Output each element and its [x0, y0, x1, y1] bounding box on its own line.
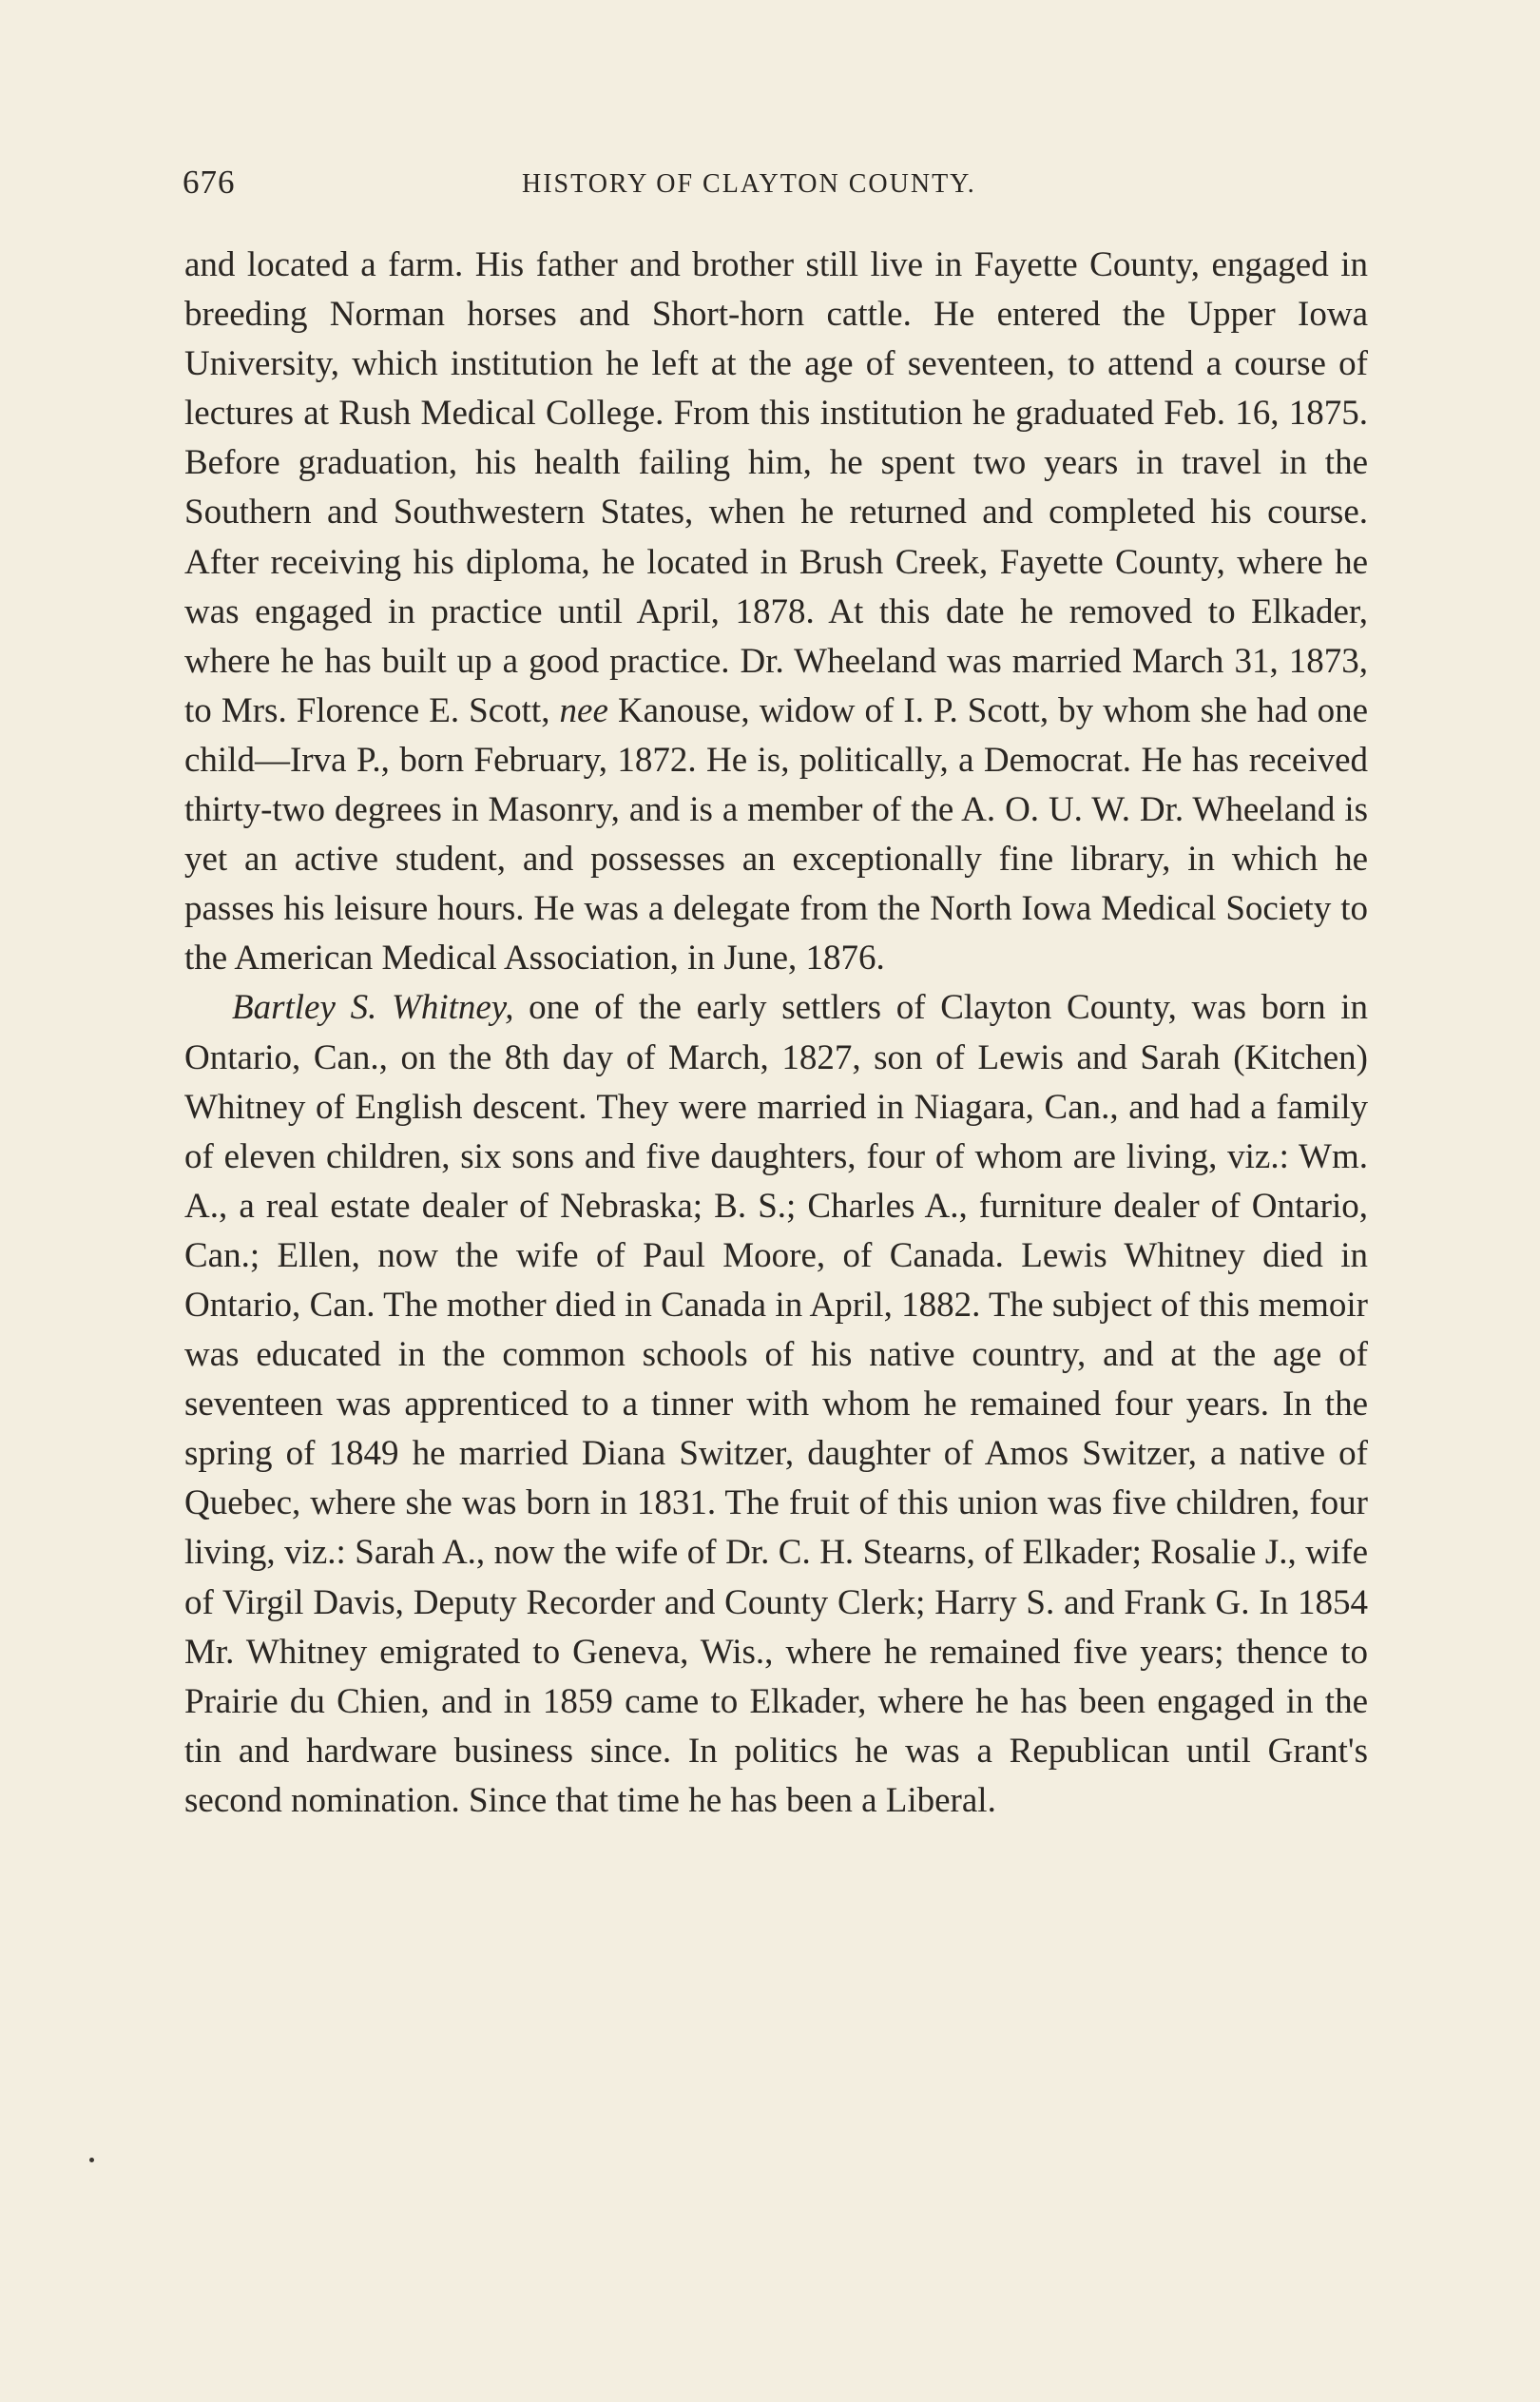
running-title: HISTORY OF CLAYTON COUNTY.: [522, 169, 976, 199]
subject-name: Bartley S. Whitney,: [232, 988, 514, 1028]
paragraph-text: and located a farm. His father and brother still live in Fayette County, engaged in breeding Norman horses and Short-horn cattle. He entered the Upper Iowa University, which institution he left at the age of seventeen, to attend a course of lectures at Rush Medical College. From this institution he graduated Feb. 16, 1875. Before graduation, his health failing him, he spent two years in travel in the Southern and Southwestern States, when he returned and completed his course. After receiving his diploma, he located in Brush Creek, Fayette County, where he was engaged in practice until April, 1878. At this date he removed to Elkader, where he has built up a good practice. Dr. Wheeland was married March 31, 1873, to Mrs. Florence E. Scott,: [184, 245, 1368, 730]
margin-dot: [89, 2158, 94, 2162]
page-header: [183, 164, 1374, 209]
paragraph-text-continued: Kanouse, widow of I. P. Scott, by whom she had one child—Irva P., born February, 1872. He is, politically, a Democrat. He has received thirty-two degrees in Masonry, and is a member of the A. O. U. W. Dr. Wheeland is yet an active student, and possesses an exceptionally fine library, in which he passes his leisure hours. He was a delegate from the North Iowa Medical Society to the American Medical Association, in June, 1876.: [184, 690, 1369, 978]
body-text: [184, 241, 1368, 1826]
nee-italic: nee: [559, 690, 608, 730]
paragraph-wheeland: [184, 241, 1368, 983]
paragraph-text: one of the early settlers of Clayton County, was born in Ontario, Can., on the 8th day of March, 1827, son of Lewis and Sarah (Kitchen) Whitney of English descent. They were married in Niagara, Can., and had a family of eleven children, six sons and five daughters, four of whom are living, viz.: Wm. A., a real estate dealer of Nebraska; B. S.; Charles A., furniture dealer of Ontario, Can.; Ellen, now the wife of Paul Moore, of Canada. Lewis Whitney died in Ontario, Can. The mother died in Canada in April, 1882. The subject of this memoir was educated in the common schools of his native country, and at the age of seventeen was apprenticed to a tinner with whom he remained four years. In the spring of 1849 he married Diana Switzer, daughter of Amos Switzer, a native of Quebec, where she was born in 1831. The fruit of this union was five children, four living, viz.: Sarah A., now the wife of Dr. C. H. Stearns, of Elkader; Rosalie J., wife of Virgil Davis, Deputy Recorder and County Clerk; Harry S. and Frank G. In 1854 Mr. Whitney emigrated to Geneva, Wis., where he remained five years; thence to Prairie du Chien, and in 1859 came to Elkader, where he has been engaged in the tin and hardware business since. In politics he was a Republican until Grant's second nomination. Since that time he has been a Liberal.: [184, 988, 1369, 1820]
page-number: 676: [183, 164, 236, 201]
paragraph-whitney: [184, 983, 1368, 1826]
